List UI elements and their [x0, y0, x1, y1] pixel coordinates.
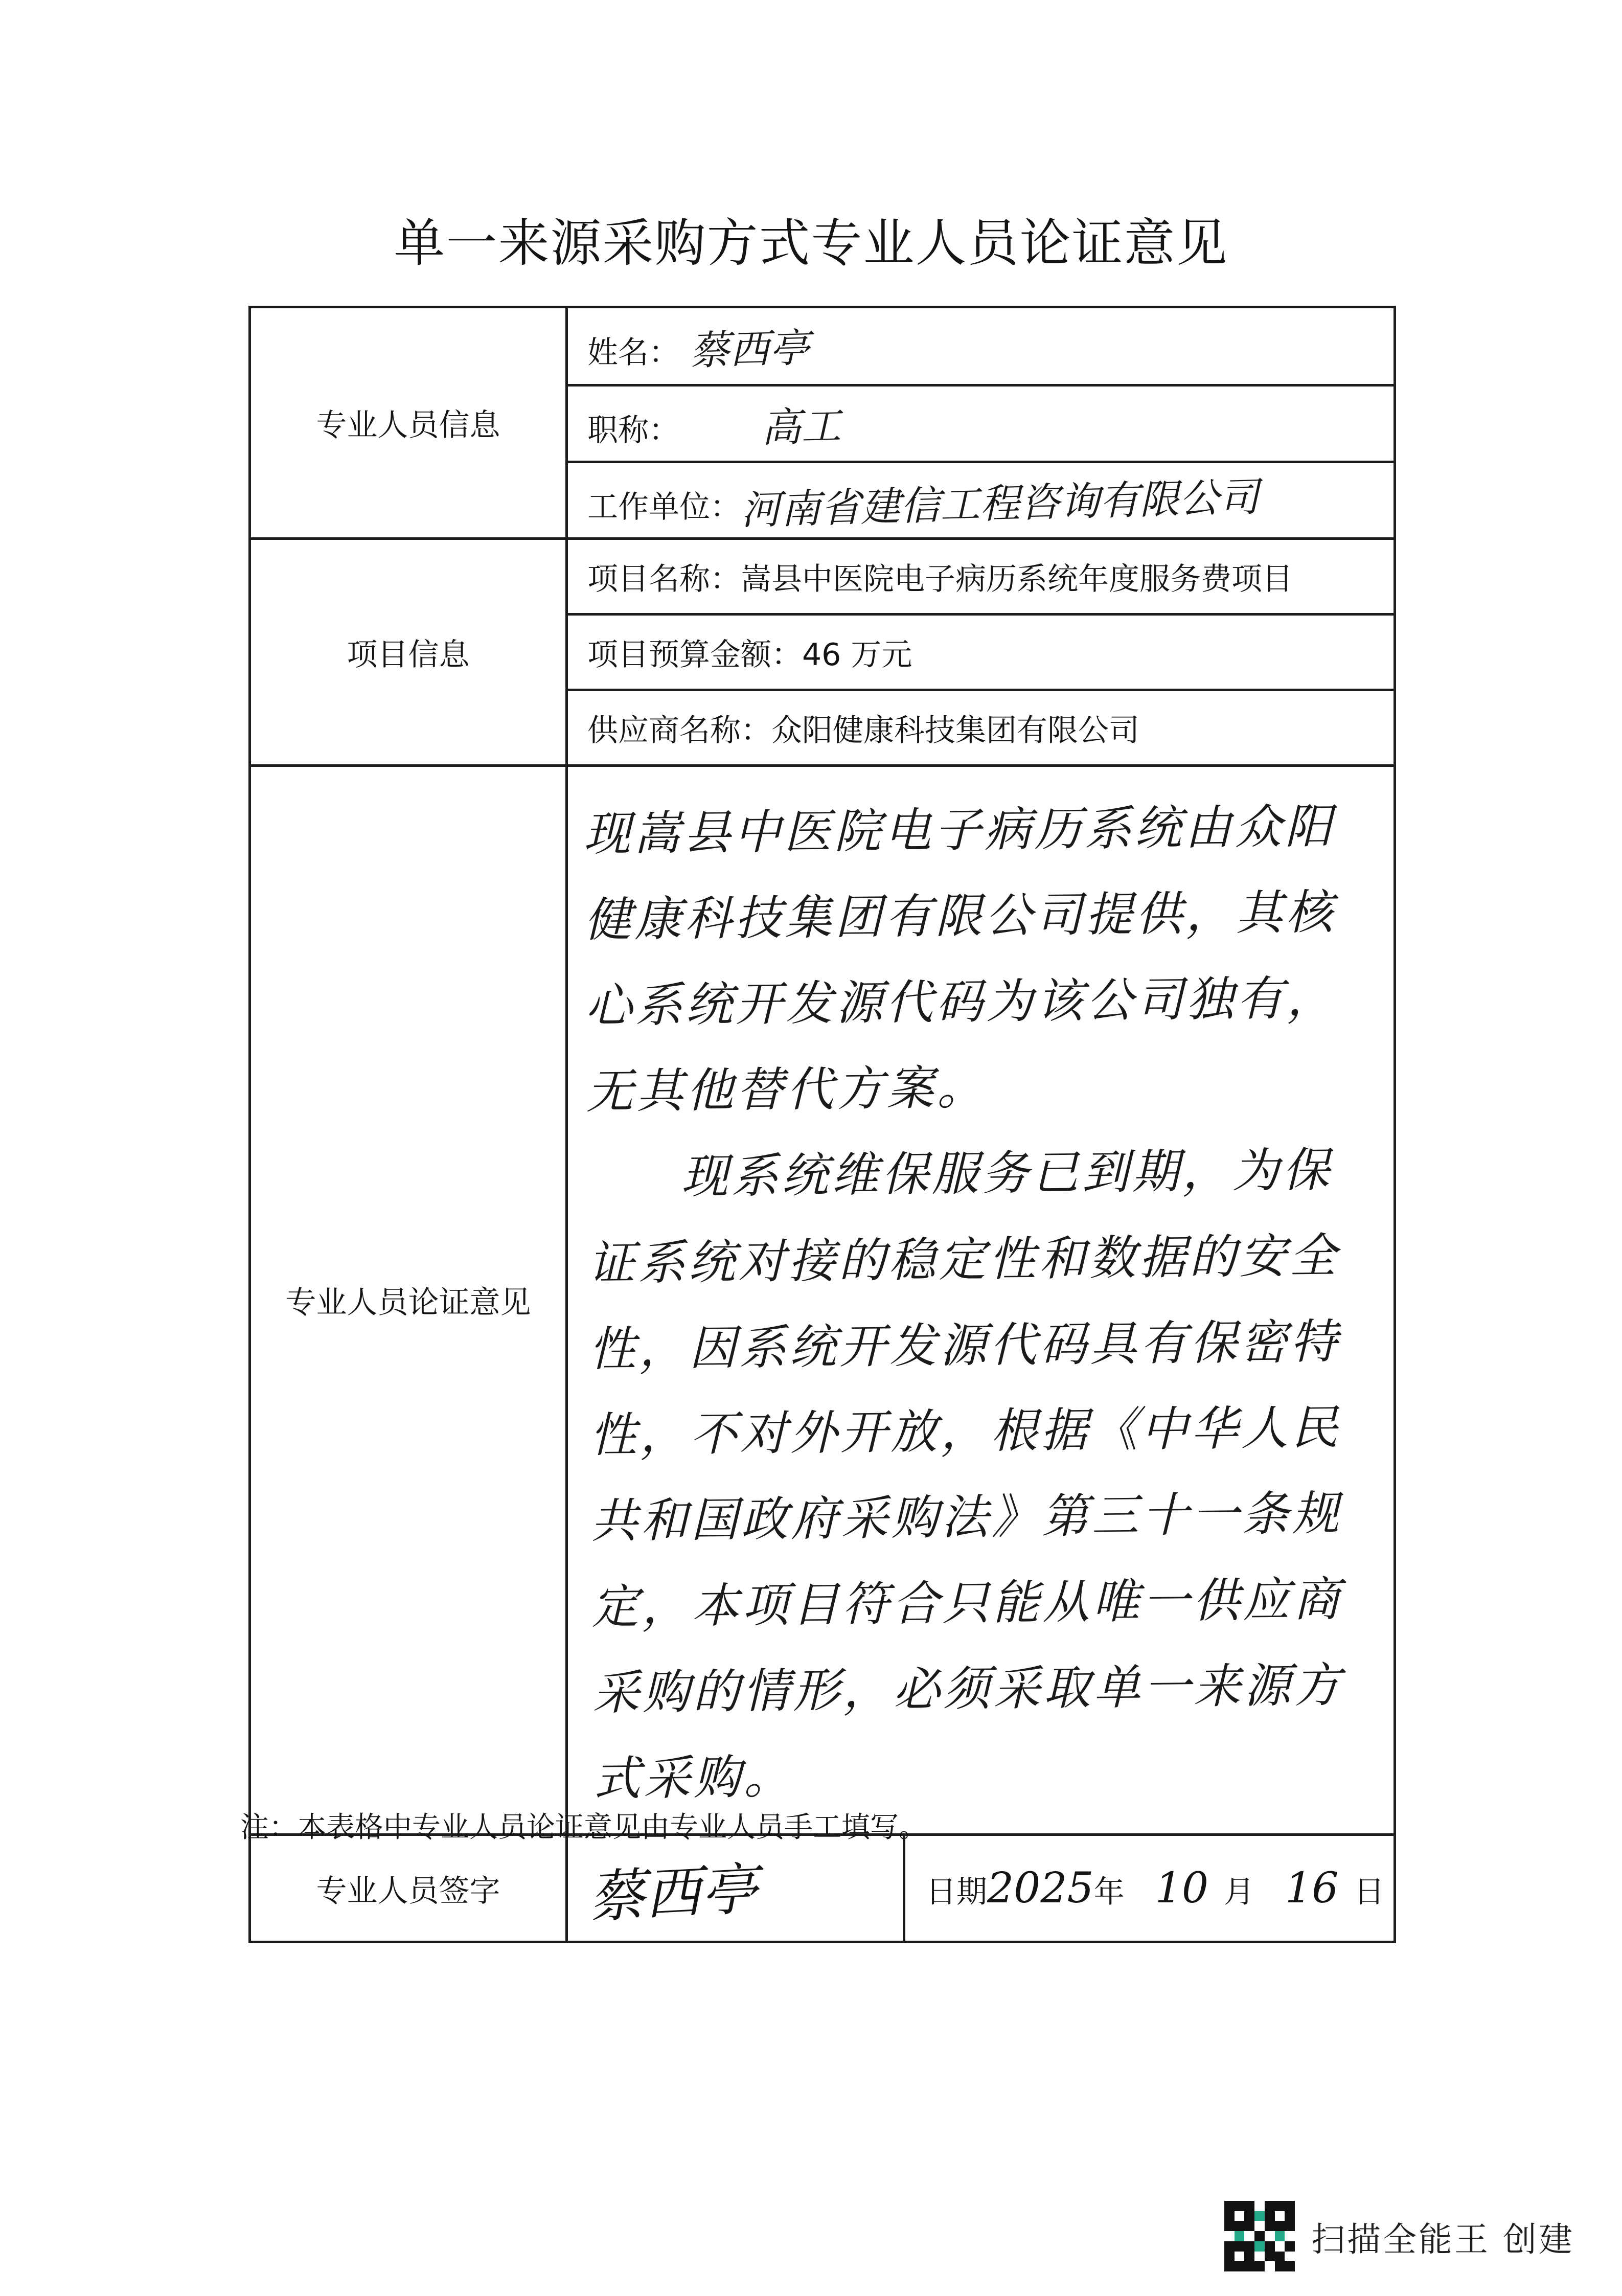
expert-info-label: 专业人员信息	[250, 307, 567, 539]
title-label: 职称：	[587, 412, 679, 448]
opinion-paragraph-1: 现嵩县中医院电子病历系统由众阳健康科技集团有限公司提供，其核心系统开发源代码为该公司独有，无其他替代方案。	[583, 799, 1337, 1120]
date-day: 16	[1285, 1864, 1339, 1913]
supplier-name: 供应商名称：众阳健康科技集团有限公司	[567, 690, 1395, 766]
signature-cell	[567, 1835, 904, 1942]
document-title: 单一来源采购方式专业人员论证意见	[394, 213, 1228, 273]
opinion-cell	[567, 766, 1395, 1835]
signature-label: 专业人员签字	[250, 1835, 567, 1942]
date-month-unit: 月	[1224, 1874, 1255, 1910]
name-label: 姓名：	[587, 335, 679, 371]
signature-handwritten: 蔡西亭	[587, 1855, 759, 1930]
title-row	[567, 385, 1395, 462]
date-year-unit: 年	[1093, 1874, 1125, 1910]
scanner-watermark	[1224, 2201, 1574, 2271]
date-cell	[904, 1835, 1395, 1942]
workplace-row	[567, 462, 1395, 539]
form-note: 注：本表格中专业人员论证意见由专业人员手工填写。	[240, 1811, 927, 1844]
opinion-label: 专业人员论证意见	[250, 766, 567, 1835]
qr-code-icon	[1224, 2201, 1295, 2271]
date-month: 10	[1155, 1864, 1209, 1913]
name-handwritten: 蔡西亭	[689, 325, 810, 375]
name-row	[567, 307, 1395, 385]
date-day-unit: 日	[1354, 1874, 1385, 1910]
workplace-handwritten: 河南省建信工程咨询有限公司	[740, 474, 1260, 534]
date-year: 2025	[987, 1864, 1094, 1913]
title-handwritten: 高工	[761, 403, 842, 451]
workplace-label: 工作单位：	[587, 489, 741, 525]
form-table	[248, 306, 1396, 1943]
project-name: 项目名称：嵩县中医院电子病历系统年度服务费项目	[567, 539, 1395, 615]
date-prefix: 日期	[926, 1874, 987, 1910]
opinion-handwritten	[562, 763, 1399, 1838]
project-info-label: 项目信息	[250, 539, 567, 766]
scanner-text: 扫描全能王 创建	[1311, 2219, 1574, 2259]
project-budget: 项目预算金额：46 万元	[567, 615, 1395, 690]
opinion-paragraph-2: 现系统维保服务已到期，为保证系统对接的稳定性和数据的安全性，因系统开发源代码具有保密特性，不对外开放，根据《中华人民共和国政府采购法》第三十一条规定，本项目符合只能从唯一供应商采购的情形，必须采取单一来源方式采购。	[587, 1142, 1344, 1806]
